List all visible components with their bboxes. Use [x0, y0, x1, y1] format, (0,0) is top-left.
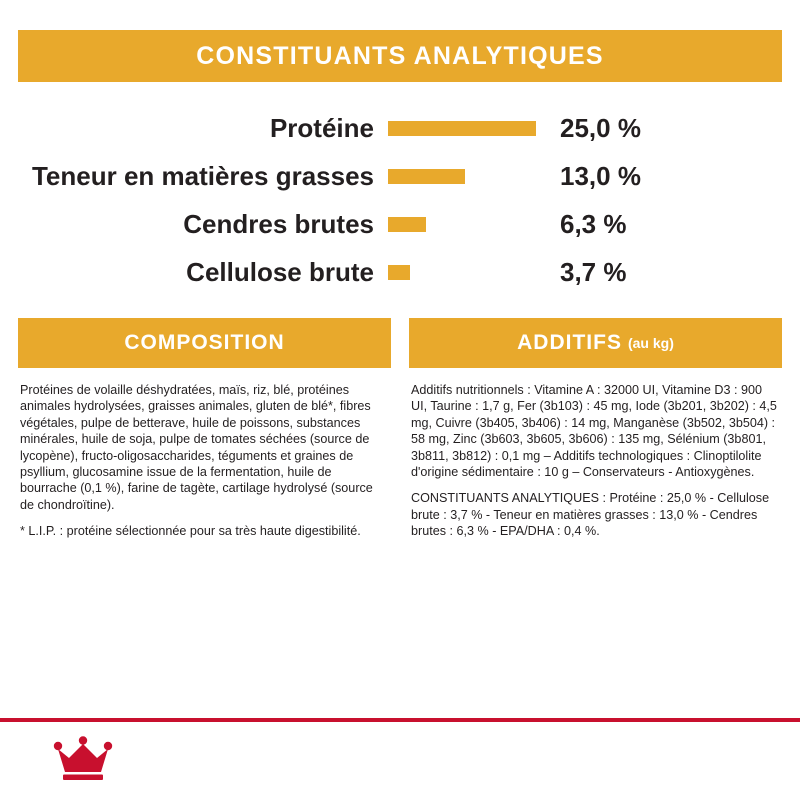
additives-column	[409, 318, 782, 550]
additives-header-sublabel: (au kg)	[627, 335, 674, 351]
chart-bar-track	[388, 265, 548, 280]
chart-row-label: Cellulose brute	[186, 256, 374, 287]
chart-row-value: 25,0 %	[560, 112, 641, 143]
chart-bar	[388, 169, 465, 184]
chart-row-value: 3,7 %	[560, 256, 627, 287]
chart-bar	[388, 217, 426, 232]
composition-header-label: COMPOSITION	[124, 331, 285, 354]
composition-text: Protéines de volaille déshydratées, maïs, riz, blé, protéines animales hydrolysées, graisses animales, gluten de blé*, fibres végétales, pulpe de betterave, huile de poissons, substances minérales, huile de soja, pulpe de tomates séchées (source de lycopène), fructo-oligosaccharides, téguments et graines de psyllium, glucosamine issue de la fermentation, huile de bourrache (0,1 %), farine de tagète, cartilage hydrolysé (source de chondroïtine).	[20, 383, 373, 512]
details-columns	[18, 318, 782, 550]
composition-body	[18, 368, 391, 540]
additives-body	[409, 368, 782, 540]
additives-header-label: ADDITIFS	[517, 331, 622, 354]
composition-column	[18, 318, 391, 550]
chart-bar-track	[388, 217, 548, 232]
chart-row-value: 6,3 %	[560, 208, 627, 239]
chart-bar-track	[388, 169, 548, 184]
chart-row-label: Teneur en matières grasses	[31, 160, 374, 191]
chart-bar	[388, 121, 536, 136]
chart-row	[26, 200, 774, 248]
chart-bar	[388, 265, 410, 280]
additives-analytical-text: CONSTITUANTS ANALYTIQUES : Protéine : 25,0 % - Cellulose brute : 3,7 % - Teneur en matières grasses : 13,0 % - Cendres brutes : 6,3 % - EPA/DHA : 0,4 %.	[411, 491, 770, 539]
additives-header	[409, 318, 782, 368]
composition-footnote: * L.I.P. : protéine sélectionnée pour sa très haute digestibilité.	[20, 524, 361, 539]
footer-bar	[0, 718, 800, 800]
royal-canin-crown-icon	[52, 736, 114, 784]
chart-row-value: 13,0 %	[560, 160, 641, 191]
composition-header	[18, 318, 391, 368]
chart-row	[26, 248, 774, 296]
chart-row-label: Cendres brutes	[183, 208, 374, 239]
chart-row	[26, 104, 774, 152]
analytical-constituents-banner	[18, 30, 782, 82]
analytical-constituents-chart	[18, 104, 782, 296]
chart-row	[26, 152, 774, 200]
page-title: CONSTITUANTS ANALYTIQUES	[196, 41, 604, 70]
additives-nutritional-text: Additifs nutritionnels : Vitamine A : 32000 UI, Vitamine D3 : 900 UI, Taurine : 1,7 g, Fer (3b103) : 45 mg, Iode (3b201, 3b202) : 4,5 mg, Cuivre (3b405, 3b406) : 14 mg, Manganèse (3b502, 3b504) : 58 mg, Zinc (3b603, 3b605, 3b606) : 135 mg, Sélénium (3b801, 3b811, 3b812) : 0,1 mg – Additifs technologiques : Clinoptilolite d'origine sédimentaire : 10 g – Conservateurs - Antioxygènes.	[411, 383, 777, 480]
chart-row-label: Protéine	[269, 112, 374, 143]
chart-bar-track	[388, 121, 548, 136]
